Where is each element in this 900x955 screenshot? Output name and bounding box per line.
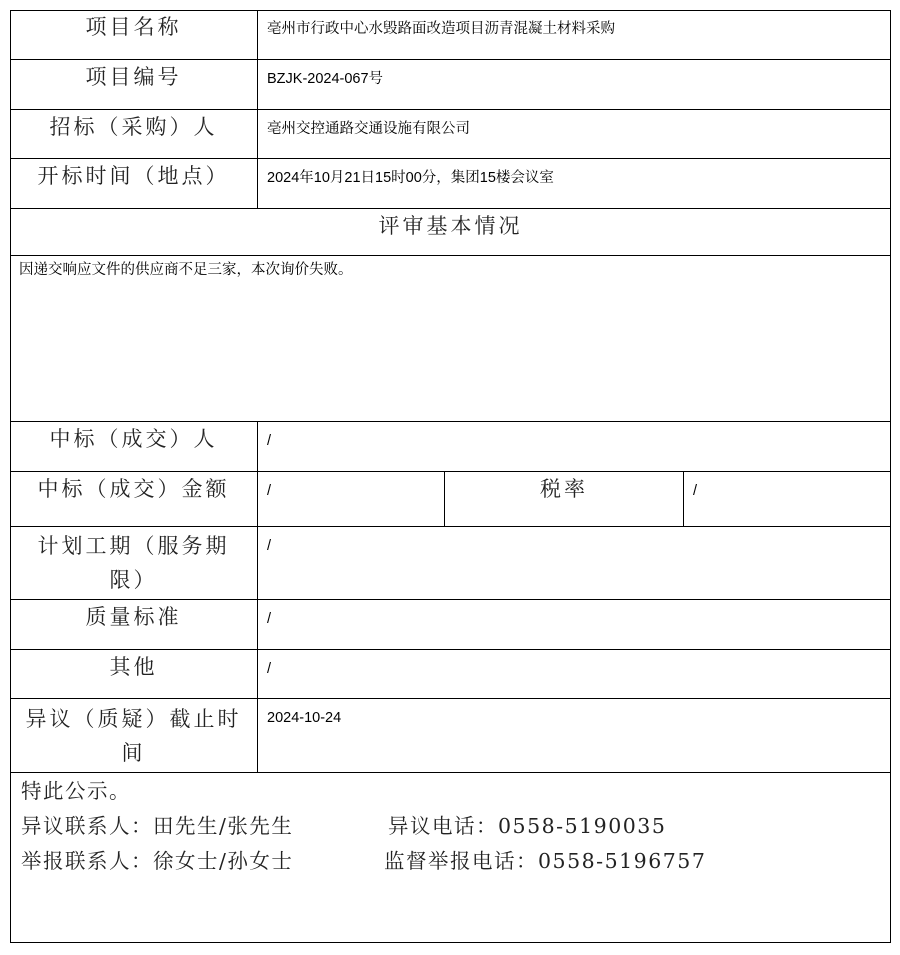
opening-time-label-text: 开标时间（地点） (37, 164, 230, 188)
bid-result-notice-table (10, 10, 891, 943)
opening-time-value: 2024年10月21日15时00分，集团15楼会议室 (267, 170, 554, 186)
objection-deadline-value: 2024-10-24 (267, 710, 342, 726)
project-name-label (10, 10, 257, 59)
report-contact: 举报联系人：徐女士/孙女士 (21, 849, 294, 873)
winner-label-text: 中标（成交）人 (49, 427, 218, 451)
other-value: / (267, 661, 272, 677)
schedule-label-line1: 计划工期（服务期 (37, 534, 230, 558)
quality-value: / (267, 611, 272, 627)
schedule-label (10, 527, 257, 599)
project-number-label-text: 项目编号 (85, 65, 182, 89)
amount-label-text: 中标（成交）金额 (37, 477, 230, 501)
project-number-value: BZJK-2024-067号 (267, 71, 384, 87)
objection-deadline-label-line2: 间 (121, 740, 146, 765)
tenderer-label-text: 招标（采购）人 (49, 115, 218, 139)
winner-label (10, 422, 257, 471)
objection-phone: 异议电话：0558-5190035 (388, 814, 667, 838)
tax-rate-label (445, 472, 683, 526)
other-label (10, 650, 257, 698)
amount-value: / (267, 483, 272, 499)
tenderer-label (10, 110, 257, 158)
schedule-value: / (267, 538, 272, 554)
schedule-label-line2: 限） (109, 568, 158, 592)
tax-rate-label-text: 税率 (540, 477, 588, 501)
project-name-label-text: 项目名称 (85, 15, 182, 39)
review-heading-text: 评审基本情况 (378, 214, 523, 238)
objection-deadline-label-line1: 异议（质疑）截止时 (25, 706, 242, 731)
footer-notice-block (10, 773, 891, 943)
winner-value: / (267, 433, 272, 449)
tenderer-value: 亳州交控通路交通设施有限公司 (267, 121, 470, 137)
amount-label (10, 472, 257, 526)
objection-contact: 异议联系人：田先生/张先生 (21, 814, 294, 838)
review-text: 因递交响应文件的供应商不足三家，本次询价失败。 (19, 262, 353, 278)
quality-label (10, 600, 257, 649)
objection-deadline-label (10, 699, 257, 772)
report-phone: 监督举报电话：0558-5196757 (384, 849, 707, 873)
project-number-label (10, 60, 257, 109)
quality-label-text: 质量标准 (85, 605, 182, 629)
project-name-value: 亳州市行政中心水毁路面改造项目沥青混凝土材料采购 (267, 21, 615, 37)
review-heading (10, 209, 891, 255)
opening-time-label (10, 159, 257, 208)
other-label-text: 其他 (109, 655, 158, 679)
notice-statement: 特此公示。 (21, 779, 131, 803)
tax-rate-value: / (693, 483, 698, 499)
